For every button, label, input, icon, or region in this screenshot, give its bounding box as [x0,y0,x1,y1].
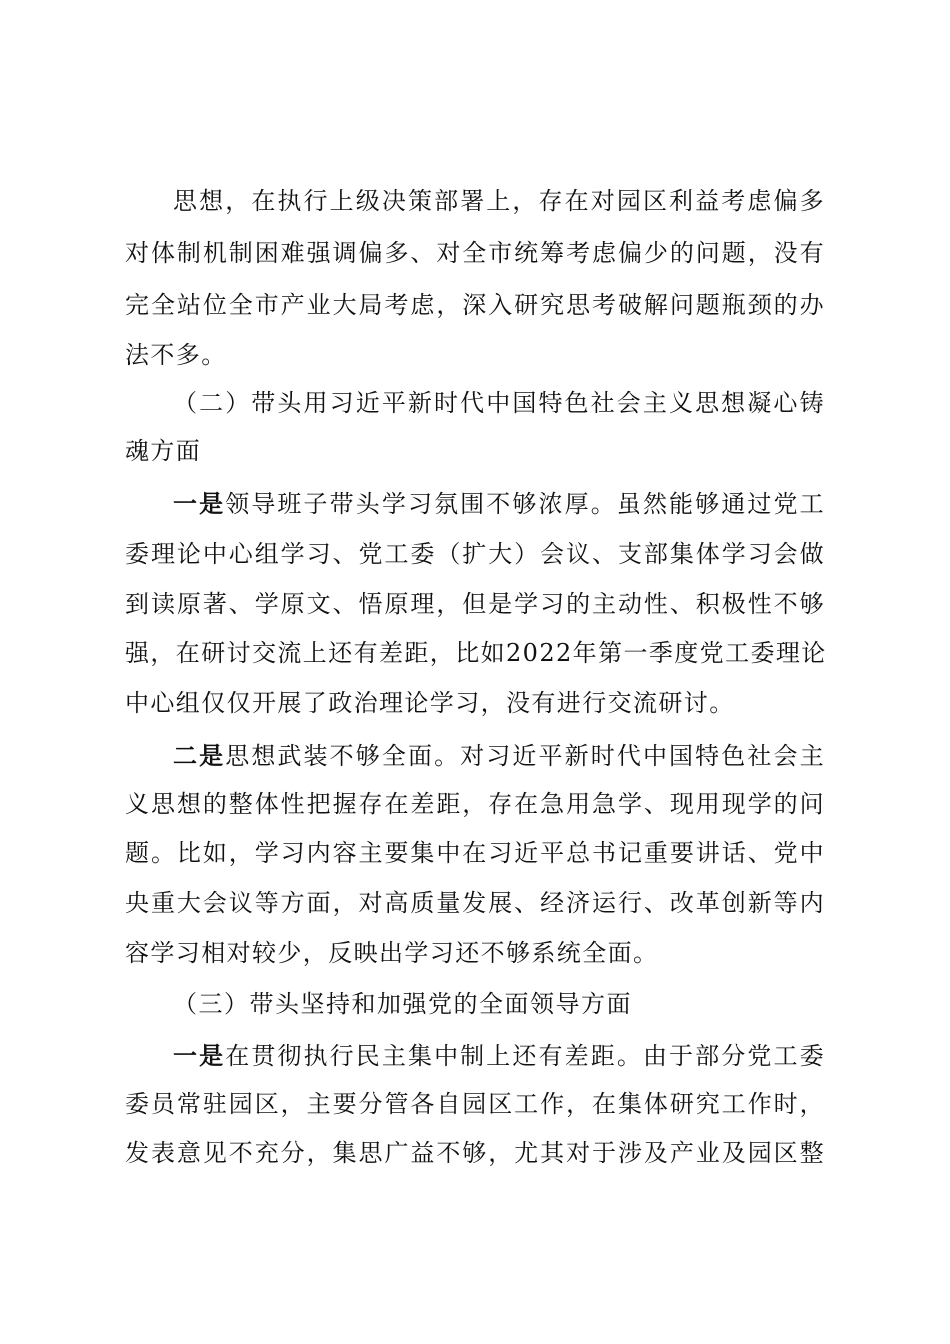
para3-line-5: 容学习相对较少，反映出学习还不够系统全面。 [125,939,659,967]
para3-line-1 [173,732,825,780]
para2-line-4: 强，在研讨交流上还有差距，比如2022年第一季度党工委理论 [125,639,827,667]
para3-line-4: 央重大会议等方面，对高质量发展、经济运行、改革创新等内 [125,889,825,917]
para2-line-1 [173,480,825,528]
para1-line-2: 对体制机制困难强调偏多、对全市统筹考虑偏少的问题，没有 [125,239,825,267]
para3-line-2: 义思想的整体性把握存在差距，存在急用急学、现用现学的问 [125,790,825,818]
para2-line-2: 委理论中心组学习、党工委（扩大）会议、支部集体学习会做 [125,540,825,568]
para2-line-1-text: 领导班子带头学习氛围不够浓厚。虽然能够通过党工 [225,490,825,518]
para4-line-3: 发表意见不充分，集思广益不够，尤其对于涉及产业及园区整 [125,1139,825,1167]
para3-line-1-text: 思想武装不够全面。对习近平新时代中国特色社会主 [225,742,825,770]
para2-line-5: 中心组仅仅开展了政治理论学习，没有进行交流研讨。 [125,689,735,717]
para1-line-1: 思想，在执行上级决策部署上，存在对园区利益考虑偏多 [173,187,825,215]
para1-line-3: 完全站位全市产业大局考虑，深入研究思考破解问题瓶颈的办 [125,291,825,319]
section-heading-2-line-1: （二）带头用习近平新时代中国特色社会主义思想凝心铸 [173,389,825,417]
para4-line-1 [173,1032,825,1080]
para4-line-1-text: 在贯彻执行民主集中制上还有差距。由于部分党工委 [225,1042,825,1070]
para2-lead: 一是 [173,489,226,518]
para3-line-3: 题。比如，学习内容主要集中在习近平总书记重要讲话、党中 [125,839,825,867]
para2-line-3: 到读原著、学原文、悟原理，但是学习的主动性、积极性不够 [125,590,825,618]
section-heading-3: （三）带头坚持和加强党的全面领导方面 [173,990,632,1018]
para4-line-2: 委员常驻园区，主要分管各自园区工作，在集体研究工作时， [125,1090,825,1118]
para1-line-4: 法不多。 [125,341,227,369]
para4-lead: 一是 [173,1041,226,1070]
para3-lead: 二是 [173,741,226,770]
section-heading-2-line-2: 魂方面 [125,437,202,465]
